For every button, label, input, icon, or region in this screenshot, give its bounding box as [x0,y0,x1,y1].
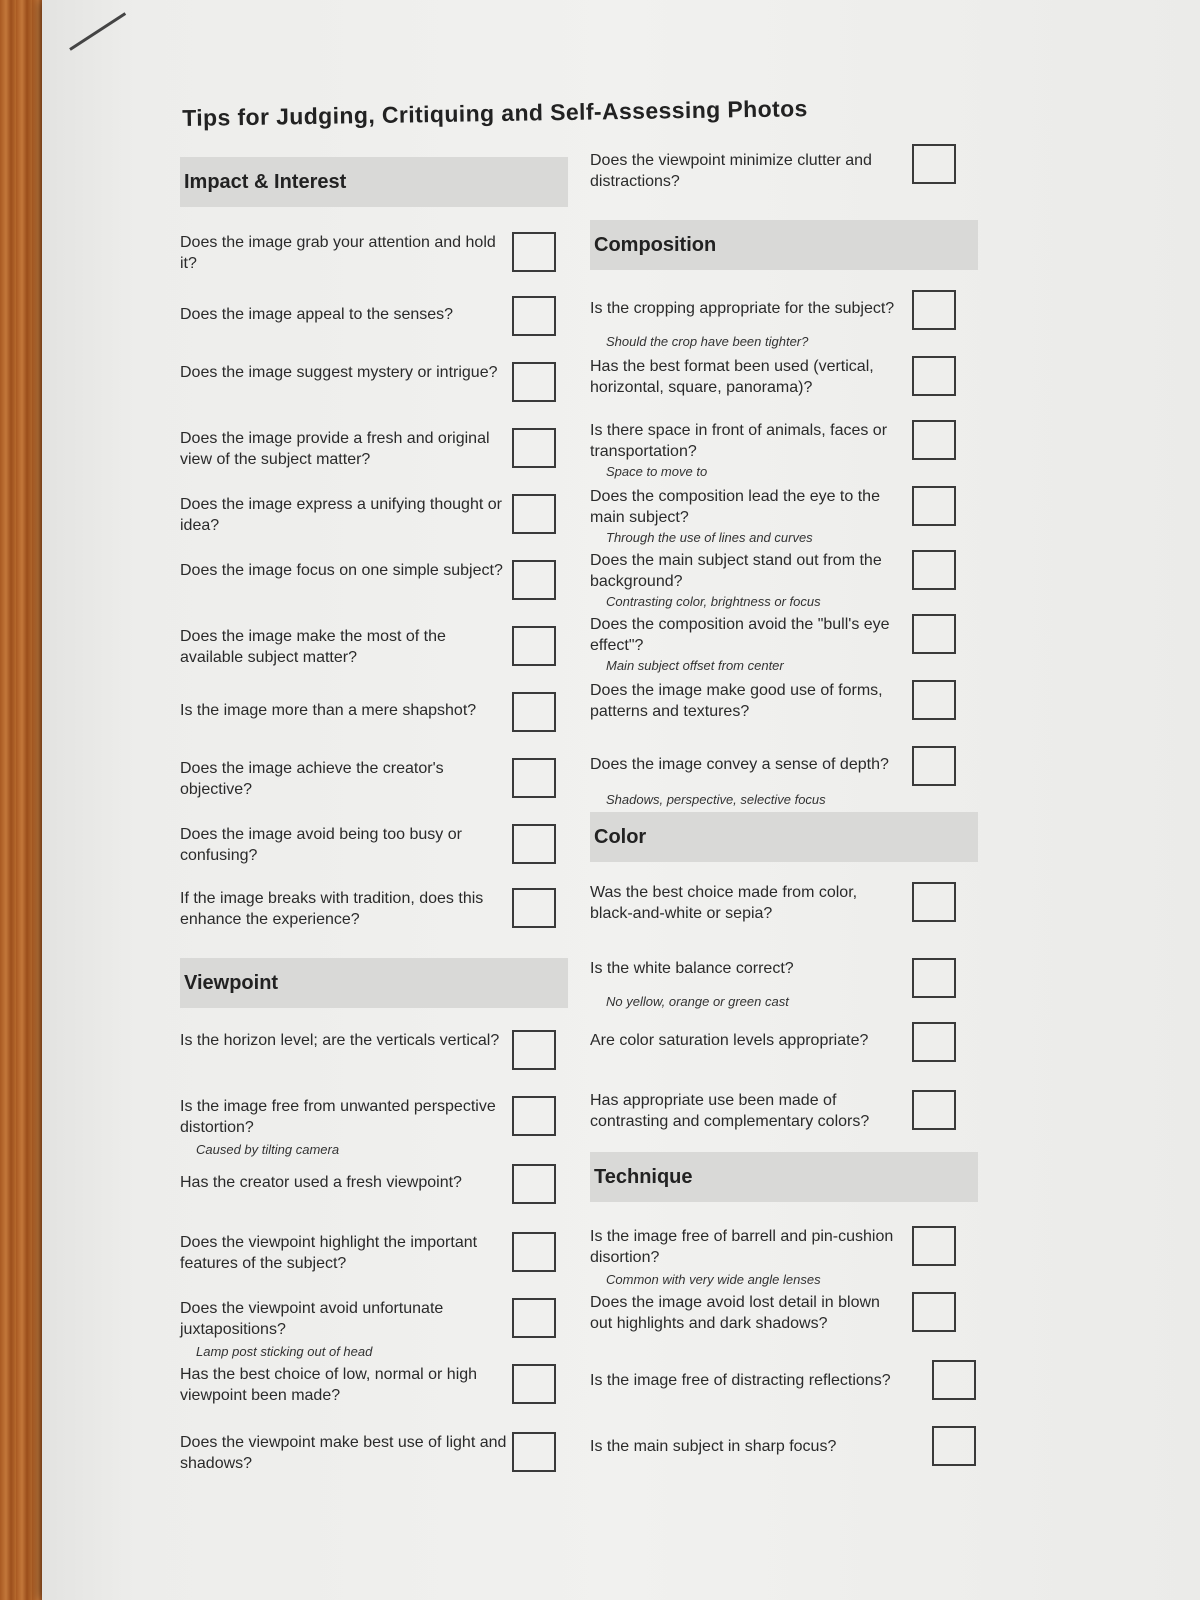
hint-note: Through the use of lines and curves [606,530,813,545]
question-text: Is the horizon level; are the verticals vertical? [180,1032,500,1049]
checkbox[interactable] [512,296,556,336]
checklist-item [590,1292,985,1352]
section-header-color: Color [590,812,978,862]
checklist-item [590,1426,985,1486]
checklist-item [590,746,985,806]
question-text: Has the best format been used (vertical, horizontal, square, panorama)? [590,358,874,396]
checklist-item [180,362,575,422]
section-header-technique: Technique [590,1152,978,1202]
question-text: Is the image free of distracting reflections? [590,1372,891,1389]
question-text: Does the image make good use of forms, patterns and textures? [590,682,883,720]
checklist-item [180,1096,575,1156]
page-title: Tips for Judging, Critiquing and Self-Assessing Photos [182,95,808,131]
question-text: Is the image more than a mere shapshot? [180,702,477,719]
checkbox[interactable] [512,362,556,402]
question-text: Are color saturation levels appropriate? [590,1032,869,1049]
checklist-item [180,232,575,292]
question-text: Does the image provide a fresh and original view of the subject matter? [180,430,490,468]
question-text: Does the main subject stand out from the background? [590,552,882,590]
question-text: Does the image express a unifying thought or idea? [180,496,502,534]
question-text: Does the composition lead the eye to the main subject? [590,488,880,526]
checklist-item [590,1090,985,1150]
checklist-item [180,1432,575,1492]
checkbox[interactable] [512,1096,556,1136]
checkbox[interactable] [912,550,956,590]
checkbox[interactable] [512,1164,556,1204]
checkbox[interactable] [512,1030,556,1070]
question-text: Does the image suggest mystery or intrigue? [180,364,498,381]
checklist-item [180,824,575,884]
checkbox[interactable] [912,144,956,184]
checklist-item [180,1030,575,1090]
question-text: Does the image avoid lost detail in blown out highlights and dark shadows? [590,1294,880,1332]
question-text: Was the best choice made from color, black-and-white or sepia? [590,884,858,922]
checkbox[interactable] [912,882,956,922]
checklist-item [180,494,575,554]
checklist-item [590,290,985,350]
checklist-item [180,560,575,620]
checklist-item [590,1226,985,1286]
checkbox[interactable] [912,290,956,330]
checkbox[interactable] [912,680,956,720]
hint-note: Contrasting color, brightness or focus [606,594,821,609]
question-text: Does the image achieve the creator's objective? [180,760,444,798]
section-header-viewpoint: Viewpoint [180,958,568,1008]
checkbox[interactable] [512,560,556,600]
checklist-item [180,1232,575,1292]
checkbox[interactable] [512,1232,556,1272]
section-header-composition: Composition [590,220,978,270]
question-text: Does the image grab your attention and hold it? [180,234,496,272]
checklist-item [180,692,575,752]
hint-note: Caused by tilting camera [196,1142,340,1157]
checklist-item [590,1022,985,1082]
question-text: Is the cropping appropriate for the subject? [590,300,895,317]
hint-note: Main subject offset from center [606,658,784,673]
checklist-item [180,626,575,686]
checklist-item [180,1364,575,1424]
hint-note: Should the crop have been tighter? [606,334,809,349]
checkbox[interactable] [512,494,556,534]
hint-note: No yellow, orange or green cast [606,994,789,1009]
checkbox[interactable] [512,428,556,468]
checkbox[interactable] [912,1022,956,1062]
question-text: Does the composition avoid the "bull's eye effect"? [590,616,890,654]
hint-note: Common with very wide angle lenses [606,1272,821,1287]
question-text: Has the best choice of low, normal or high viewpoint been made? [180,1366,478,1404]
question-text: Does the image focus on one simple subject? [180,562,503,579]
checklist-item [590,550,985,610]
checkbox[interactable] [512,626,556,666]
checkbox[interactable] [512,1432,556,1472]
checkbox[interactable] [512,1298,556,1338]
question-text: Has the creator used a fresh viewpoint? [180,1174,462,1191]
checkbox[interactable] [512,758,556,798]
question-text: Is the main subject in sharp focus? [590,1438,837,1455]
checkbox[interactable] [932,1360,976,1400]
hint-note: Shadows, perspective, selective focus [606,792,826,807]
checklist-item [180,296,575,356]
hint-note: Lamp post sticking out of head [196,1344,373,1359]
checkbox[interactable] [512,232,556,272]
checklist-item [590,614,985,674]
question-text: Has appropriate use been made of contrasting and complementary colors? [590,1092,870,1130]
question-text: Does the viewpoint highlight the important features of the subject? [180,1234,478,1272]
checkbox[interactable] [912,420,956,460]
checklist-item [590,958,985,1018]
question-text: If the image breaks with tradition, does this enhance the experience? [180,890,484,928]
checkbox[interactable] [912,958,956,998]
checklist-item [590,882,985,942]
question-text: Does the viewpoint make best use of light and shadows? [180,1434,507,1472]
question-text: Is the image free from unwanted perspective distortion? [180,1098,496,1136]
checkbox[interactable] [512,692,556,732]
question-text: Is there space in front of animals, faces or transportation? [590,422,888,460]
question-text: Does the viewpoint avoid unfortunate juxtapositions? [180,1300,444,1338]
checklist-item [590,680,985,740]
checkbox[interactable] [912,1226,956,1266]
question-text: Is the image free of barrell and pin-cushion disortion? [590,1228,894,1266]
question-text: Does the image appeal to the senses? [180,306,454,323]
checkbox[interactable] [912,746,956,786]
section-header-impact: Impact & Interest [180,157,568,207]
question-text: Does the viewpoint minimize clutter and distractions? [590,152,872,190]
checklist-item [180,888,575,948]
question-text: Does the image make the most of the available subject matter? [180,628,446,666]
checklist-item [590,356,985,416]
checklist-item [180,428,575,488]
question-text: Does the image avoid being too busy or confusing? [180,826,462,864]
checklist-item [180,1298,575,1358]
checkbox[interactable] [912,356,956,396]
question-text: Does the image convey a sense of depth? [590,756,889,773]
checkbox[interactable] [912,614,956,654]
checklist-item [590,150,985,210]
checklist-item [590,486,985,546]
checklist-item [180,1164,575,1224]
checkbox[interactable] [512,1364,556,1404]
checkbox[interactable] [512,888,556,928]
checklist-item [590,1360,985,1420]
checkbox[interactable] [912,486,956,526]
checkbox[interactable] [912,1292,956,1332]
checklist-item [590,420,985,480]
checkbox[interactable] [912,1090,956,1130]
right-column [590,0,1090,1455]
checkbox[interactable] [932,1426,976,1466]
hint-note: Space to move to [606,464,708,479]
checkbox[interactable] [512,824,556,864]
question-text: Is the white balance correct? [590,960,794,977]
checklist-item [180,758,575,818]
